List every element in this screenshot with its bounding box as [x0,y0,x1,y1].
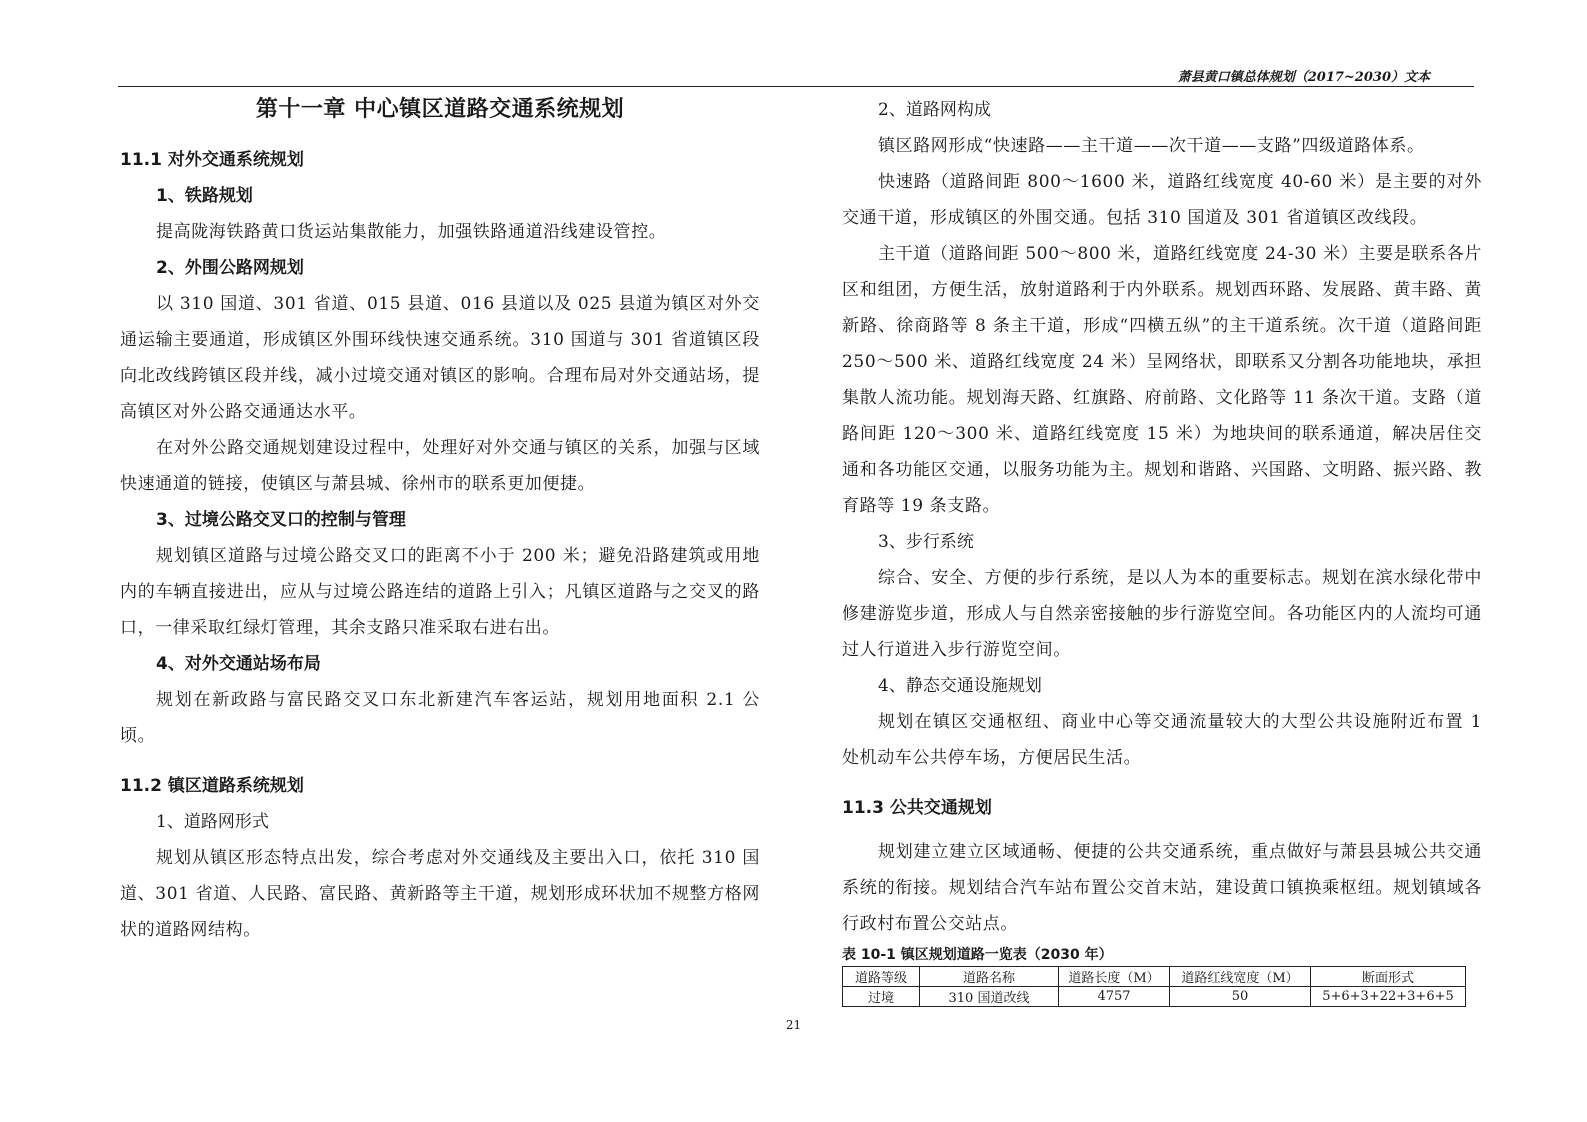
table-cell: 过境 [843,987,920,1007]
paragraph: 主干道（道路间距 500～800 米，道路红线宽度 24-30 米）主要是联系各片区和组团，方便生活，放射道路利于内外联系。规划西环路、发展路、黄丰路、黄新路、徐商路等 8 条主干道，形成“四横五纵”的主干道系统。次干道（道路间距 250～500 米、道路红线宽度 24 米）呈网络状，即联系又分割各功能地块，承担集散人流功能。规划海天路、红旗路、府前路、文化路等 11 条次干道。支路（道路间距 120～300 米、道路红线宽度 15 米）为地块间的联系通道，解决居住交通和各功能区交通，以服务功能为主。规划和谐路、兴国路、文明路、振兴路、教育路等 19 条支路。 [842,244,1482,516]
paragraph: 在对外公路交通规划建设过程中，处理好对外交通与镇区的关系，加强与区域快速通道的链接，使镇区与萧县城、徐州市的联系更加便捷。 [120,438,760,494]
paragraph: 快速路（道路间距 800～1600 米，道路红线宽度 40-60 米）是主要的对外交通干道，形成镇区的外围交通。包括 310 国道及 301 省道镇区改线段。 [842,172,1482,228]
subheading-highway-network: 2、外围公路网规划 [156,258,304,278]
column-header: 道路红线宽度（M） [1170,967,1311,987]
road-table [842,966,1466,1007]
table-cell: 5+6+3+22+3+6+5 [1311,987,1466,1007]
column-header: 道路等级 [843,967,920,987]
subheading-road-network-composition: 2、道路网构成 [878,100,991,120]
table-cell: 310 国道改线 [920,987,1059,1007]
table-caption: 表 10-1 镇区规划道路一览表（2030 年） [842,947,1113,963]
paragraph: 以 310 国道、301 省道、015 县道、016 县道以及 025 县道为镇区对外交通运输主要通道，形成镇区外围环线快速交通系统。310 国道与 301 省道镇区段向北改线跨镇区段并线，减小过境交通对镇区的影响。合理布局对外交通站场，提高镇区对外公路交通通达水平。 [120,294,760,422]
column-header: 道路名称 [920,967,1059,987]
subheading-road-network-form: 1、道路网形式 [156,812,269,832]
table-header-row [843,967,1466,987]
column-header: 断面形式 [1311,967,1466,987]
chapter-title: 第十一章 中心镇区道路交通系统规划 [255,97,625,122]
subheading-intersection-control: 3、过境公路交叉口的控制与管理 [156,510,406,530]
right-column [842,92,1482,1007]
paragraph: 规划镇区道路与过境公路交叉口的距离不小于 200 米；避免沿路建筑或用地内的车辆直接进出，应从与过境公路连结的道路上引入；凡镇区道路与之交叉的路口，一律采取红绿灯管理，其余支路只准采取右进右出。 [120,546,760,638]
running-header: 萧县黄口镇总体规划（2017~2030）文本 [1177,70,1430,85]
section-heading-11-3: 11.3 公共交通规划 [842,798,992,818]
subheading-station-layout: 4、对外交通站场布局 [156,654,321,674]
column-header: 道路长度（M） [1059,967,1170,987]
subheading-railway: 1、铁路规划 [156,186,253,206]
table-cell: 4757 [1059,987,1170,1007]
paragraph: 规划从镇区形态特点出发，综合考虑对外交通线及主要出入口，依托 310 国道、301 省道、人民路、富民路、黄新路等主干道，规划形成环状加不规整方格网状的道路网结构。 [120,848,760,940]
paragraph: 综合、安全、方便的步行系统，是以人为本的重要标志。规划在滨水绿化带中修建游览步道，形成人与自然亲密接触的步行游览空间。各功能区内的人流均可通过人行道进入步行游览空间。 [842,568,1482,660]
left-column [120,92,760,948]
section-heading-11-2: 11.2 镇区道路系统规划 [120,776,304,796]
paragraph: 规划在镇区交通枢纽、商业中心等交通流量较大的大型公共设施附近布置 1 处机动车公共停车场，方便居民生活。 [842,712,1482,768]
paragraph: 规划在新政路与富民路交叉口东北新建汽车客运站，规划用地面积 2.1 公顷。 [120,690,760,746]
table-cell: 50 [1170,987,1311,1007]
paragraph: 提高陇海铁路黄口货运站集散能力，加强铁路通道沿线建设管控。 [156,222,667,242]
page-number: 21 [785,1018,802,1032]
section-heading-11-1: 11.1 对外交通系统规划 [120,150,304,170]
header-rule [118,86,1474,87]
paragraph: 镇区路网形成“快速路——主干道——次干道——支路”四级道路体系。 [878,136,1425,156]
table-row [843,987,1466,1007]
subheading-static-traffic: 4、静态交通设施规划 [878,676,1042,696]
subheading-pedestrian-system: 3、步行系统 [878,532,974,552]
paragraph: 规划建立建立区域通畅、便捷的公共交通系统，重点做好与萧县县城公共交通系统的衔接。规划结合汽车站布置公交首末站，建设黄口镇换乘枢纽。规划镇域各行政村布置公交站点。 [842,842,1482,934]
